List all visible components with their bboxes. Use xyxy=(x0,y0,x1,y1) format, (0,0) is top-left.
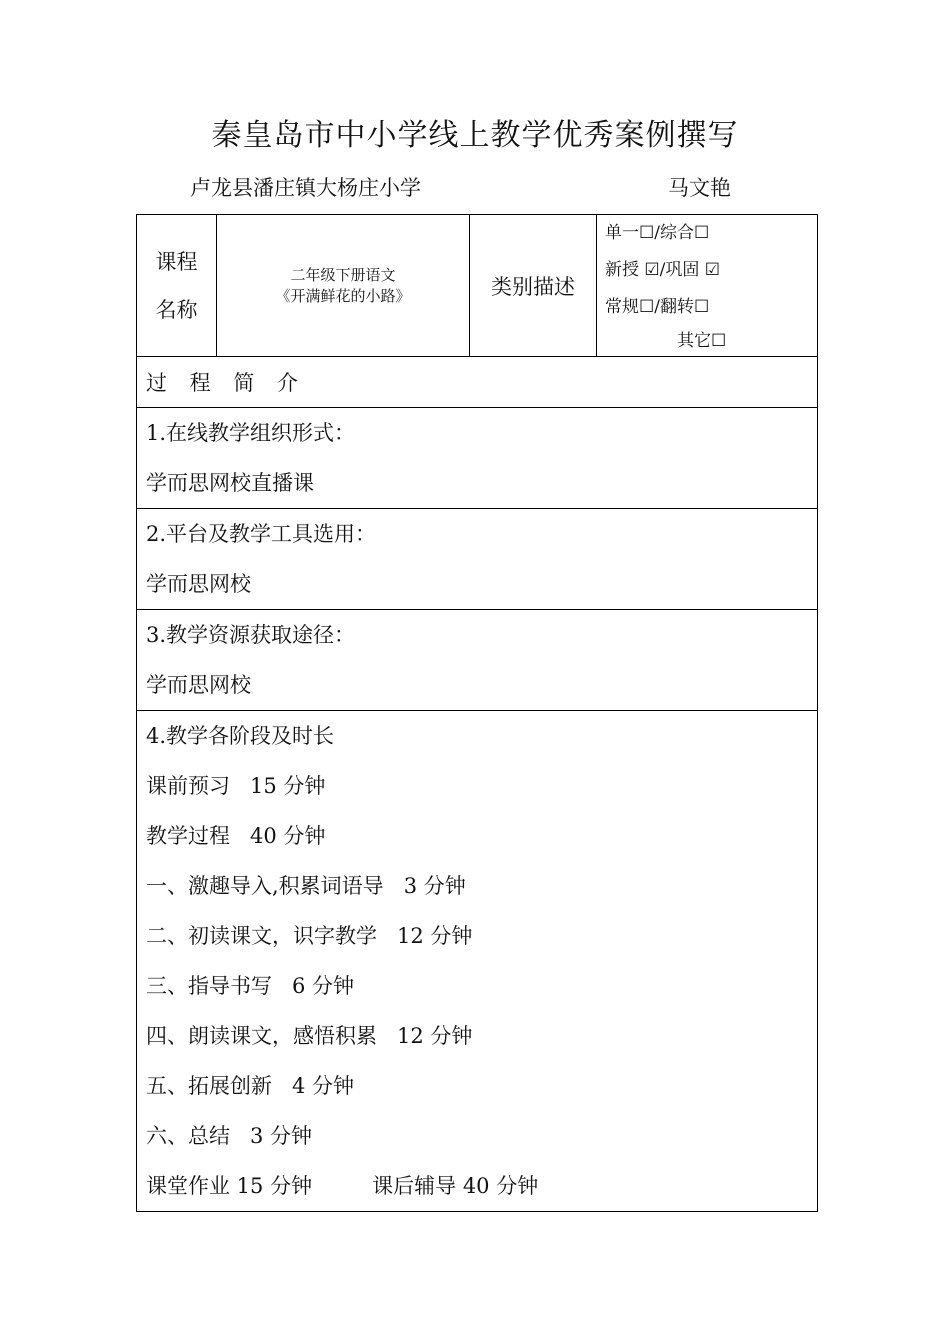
course-label-cell xyxy=(137,215,217,357)
section-heading: 4.教学各阶段及时长 xyxy=(146,724,335,748)
type-options-cell xyxy=(597,215,818,357)
section-row-2 xyxy=(137,509,818,610)
section-row-3 xyxy=(137,610,818,711)
section-row-4 xyxy=(137,711,818,1212)
section-line: 学而思网校直播课 xyxy=(146,471,314,495)
section-line: 学而思网校 xyxy=(146,572,251,596)
course-label-line1: 课程 xyxy=(155,249,198,274)
section-heading: 2.平台及教学工具选用： xyxy=(146,522,377,546)
case-table xyxy=(136,214,818,1212)
type-option-other: 其它☐ xyxy=(677,331,727,351)
stage-line: 课前预习 15 分钟 xyxy=(146,774,326,798)
type-option-single-combined: 单一☐/综合☐ xyxy=(605,223,710,243)
course-info-row xyxy=(137,215,818,357)
stage-line: 教学过程 40 分钟 xyxy=(146,824,326,848)
stage-line: 课堂作业 15 分钟 课后辅导 40 分钟 xyxy=(146,1174,539,1198)
stage-line: 二、初读课文，识字教学 12 分钟 xyxy=(146,924,473,948)
type-option-regular-flipped: 常规☐/翻转☐ xyxy=(605,297,710,317)
section-heading: 3.教学资源获取途径： xyxy=(146,623,356,647)
section-row-1 xyxy=(137,408,818,509)
stage-line: 六、总结 3 分钟 xyxy=(146,1124,313,1148)
school-name: 卢龙县潘庄镇大杨庄小学 xyxy=(190,176,421,200)
type-label: 类别描述 xyxy=(470,215,597,357)
course-grade: 二年级下册语文 xyxy=(290,265,396,284)
course-label-line2: 名称 xyxy=(155,297,198,322)
process-intro-label: 过 程 简 介 xyxy=(137,357,818,408)
course-lesson: 《开满鲜花的小路》 xyxy=(275,286,411,305)
stage-line: 一、激趣导入,积累词语导 3 分钟 xyxy=(146,874,466,898)
stage-line: 三、指导书写 6 分钟 xyxy=(146,974,355,998)
intro-row xyxy=(137,357,818,408)
author-name: 马文艳 xyxy=(668,176,731,200)
document-title: 秦皇岛市中小学线上教学优秀案例撰写 xyxy=(211,118,739,153)
stage-line: 四、朗读课文，感悟积累 12 分钟 xyxy=(146,1024,473,1048)
stage-line: 五、拓展创新 4 分钟 xyxy=(146,1074,355,1098)
section-heading: 1.在线教学组织形式： xyxy=(146,421,356,445)
section-line: 学而思网校 xyxy=(146,673,251,697)
course-name-cell xyxy=(217,215,470,357)
type-option-new-review: 新授 ☑/巩固 ☑ xyxy=(605,260,721,280)
